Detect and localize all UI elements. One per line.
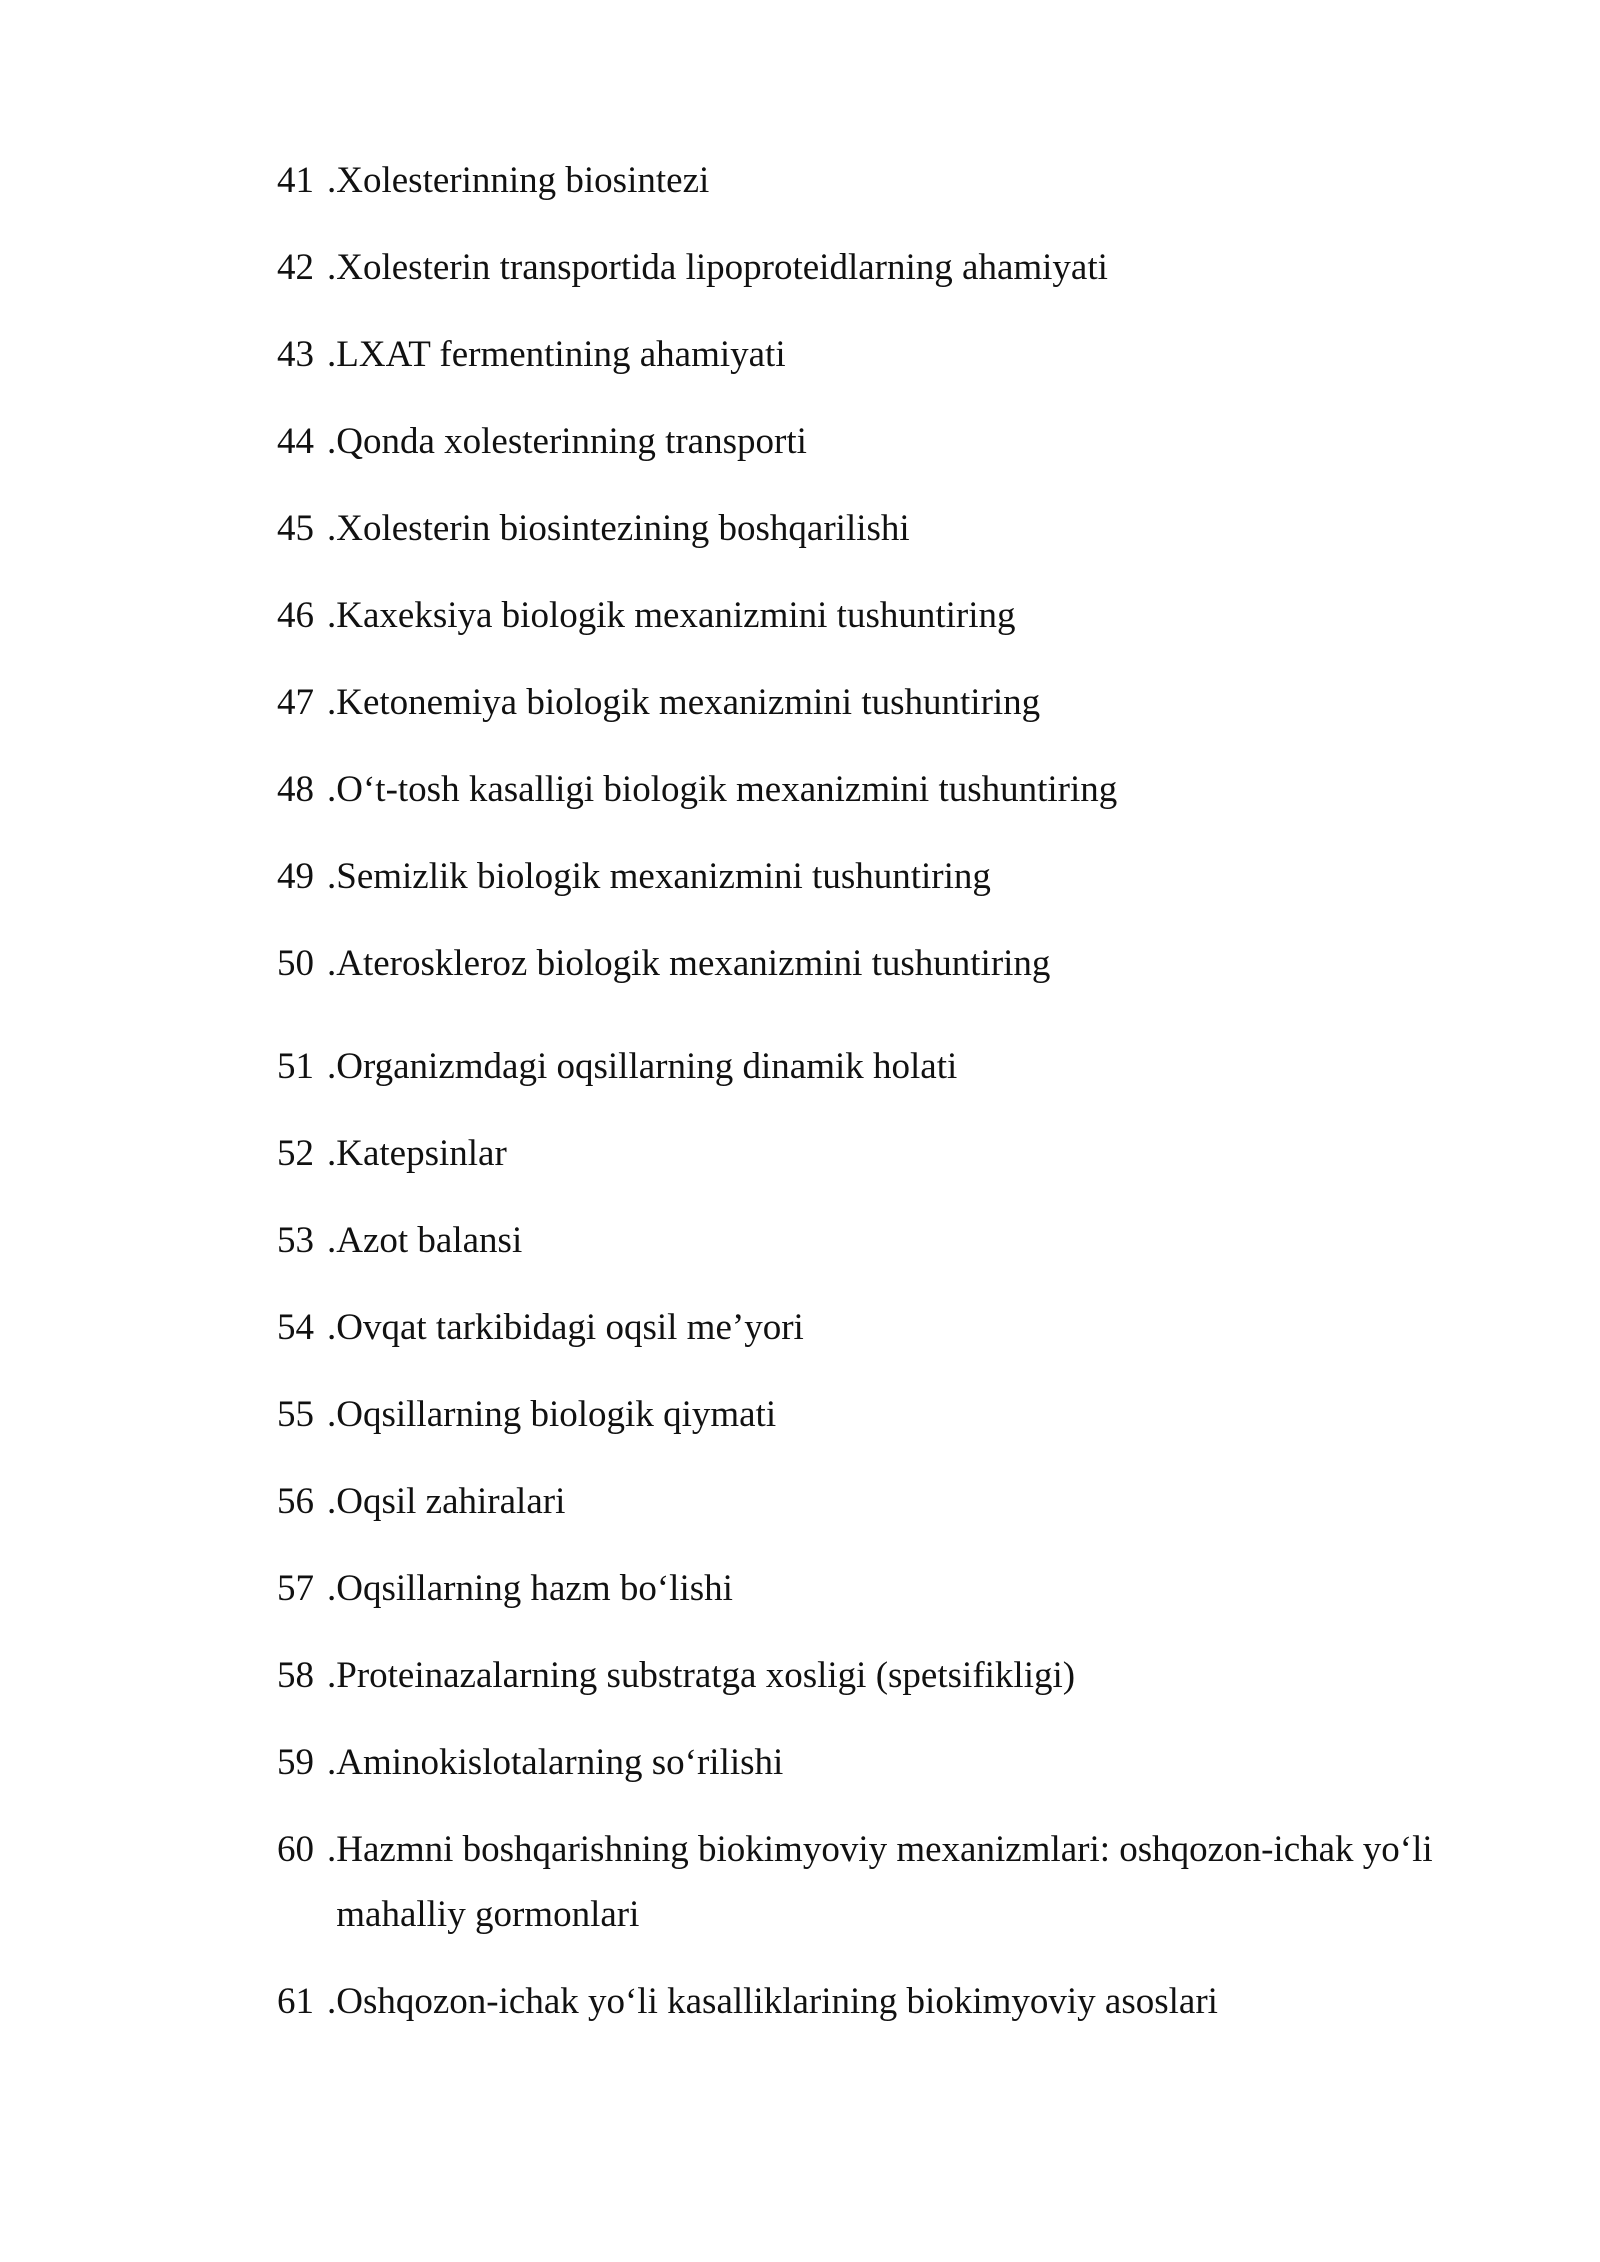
item-number-dot: . [327, 247, 337, 288]
item-text: Ovqat tarkibidagi oqsil me’yori [336, 1307, 804, 1348]
list-item [277, 409, 1467, 496]
item-number-dot: . [327, 1568, 337, 1609]
list-item [277, 1034, 1467, 1121]
list-item [277, 1382, 1467, 1469]
list-item [277, 1208, 1467, 1295]
item-number-dot: . [327, 1829, 337, 1870]
item-number: 55 [277, 1394, 314, 1435]
item-text: Oqsillarning biologik qiymati [336, 1394, 777, 1435]
item-number: 59 [277, 1742, 314, 1783]
item-number-dot: . [327, 421, 337, 462]
item-text: Ateroskleroz biologik mexanizmini tushuntiring [336, 943, 1051, 984]
item-number: 53 [277, 1220, 314, 1261]
item-number-dot: . [327, 1481, 337, 1522]
list-item [277, 583, 1467, 670]
item-number: 51 [277, 1046, 314, 1087]
item-number-dot: . [327, 1133, 337, 1174]
item-text: O‘t-tosh kasalligi biologik mexanizmini tushuntiring [336, 769, 1118, 810]
item-number: 57 [277, 1568, 314, 1609]
item-number: 60 [277, 1829, 314, 1870]
item-text: Organizmdagi oqsillarning dinamik holati [336, 1046, 958, 1087]
item-text: Oshqozon-ichak yo‘li kasalliklarining biokimyoviy asoslari [336, 1981, 1218, 2022]
item-number-dot: . [327, 160, 337, 201]
item-number-dot: . [327, 1046, 337, 1087]
item-number-dot: . [327, 1220, 337, 1261]
item-number-dot: . [327, 856, 337, 897]
item-number-dot: . [327, 1394, 337, 1435]
item-number-dot: . [327, 1981, 337, 2022]
item-number: 47 [277, 682, 314, 723]
item-text: Kaxeksiya biologik mexanizmini tushuntiring [336, 595, 1016, 636]
item-text: Azot balansi [336, 1220, 523, 1261]
item-text: Xolesterin biosintezining boshqarilishi [336, 508, 910, 549]
item-number: 43 [277, 334, 314, 375]
list-item [277, 496, 1467, 583]
item-number: 44 [277, 421, 314, 462]
item-number: 46 [277, 595, 314, 636]
item-text: Hazmni boshqarishning biokimyoviy mexanizmlari: oshqozon-ichak yo‘li mahalliy gormonlari [336, 1829, 1433, 1935]
item-number-dot: . [327, 595, 337, 636]
list-item [277, 1121, 1467, 1208]
item-number: 41 [277, 160, 314, 201]
list-item [277, 931, 1467, 1018]
item-text: Xolesterinning biosintezi [336, 160, 710, 201]
item-number-dot: . [327, 1655, 337, 1696]
item-text: Ketonemiya biologik mexanizmini tushuntiring [336, 682, 1041, 723]
item-number: 48 [277, 769, 314, 810]
list-item [277, 1969, 1467, 2056]
item-text: Katepsinlar [336, 1133, 507, 1174]
list-item [277, 1469, 1467, 1556]
list-item [277, 1556, 1467, 1643]
item-number: 49 [277, 856, 314, 897]
item-text: Xolesterin transportida lipoproteidlarning ahamiyati [336, 247, 1108, 288]
item-number-dot: . [327, 943, 337, 984]
item-text: LXAT fermentining ahamiyati [336, 334, 786, 375]
item-text: Proteinazalarning substratga xosligi (spetsifikligi) [336, 1655, 1076, 1696]
list-item [277, 1817, 1467, 1969]
item-number: 50 [277, 943, 314, 984]
item-number: 58 [277, 1655, 314, 1696]
item-number: 61 [277, 1981, 314, 2022]
item-number: 52 [277, 1133, 314, 1174]
item-text: Semizlik biologik mexanizmini tushuntiring [336, 856, 991, 897]
list-item [277, 235, 1467, 322]
item-text: Qonda xolesterinning transporti [336, 421, 807, 462]
list-item [277, 1643, 1467, 1730]
item-number-dot: . [327, 1742, 337, 1783]
item-text: Aminokislotalarning so‘rilishi [336, 1742, 784, 1783]
item-number-dot: . [327, 508, 337, 549]
list-item [277, 844, 1467, 931]
list-item [277, 670, 1467, 757]
item-number-dot: . [327, 682, 337, 723]
item-number: 45 [277, 508, 314, 549]
list-item [277, 148, 1467, 235]
question-list [277, 148, 1467, 2056]
item-number: 56 [277, 1481, 314, 1522]
item-number: 54 [277, 1307, 314, 1348]
item-number: 42 [277, 247, 314, 288]
item-number-dot: . [327, 1307, 337, 1348]
item-text: Oqsil zahiralari [336, 1481, 566, 1522]
list-item [277, 322, 1467, 409]
item-number-dot: . [327, 769, 337, 810]
item-text: Oqsillarning hazm bo‘lishi [336, 1568, 733, 1609]
list-item [277, 1295, 1467, 1382]
list-item [277, 757, 1467, 844]
list-item [277, 1730, 1467, 1817]
item-number-dot: . [327, 334, 337, 375]
